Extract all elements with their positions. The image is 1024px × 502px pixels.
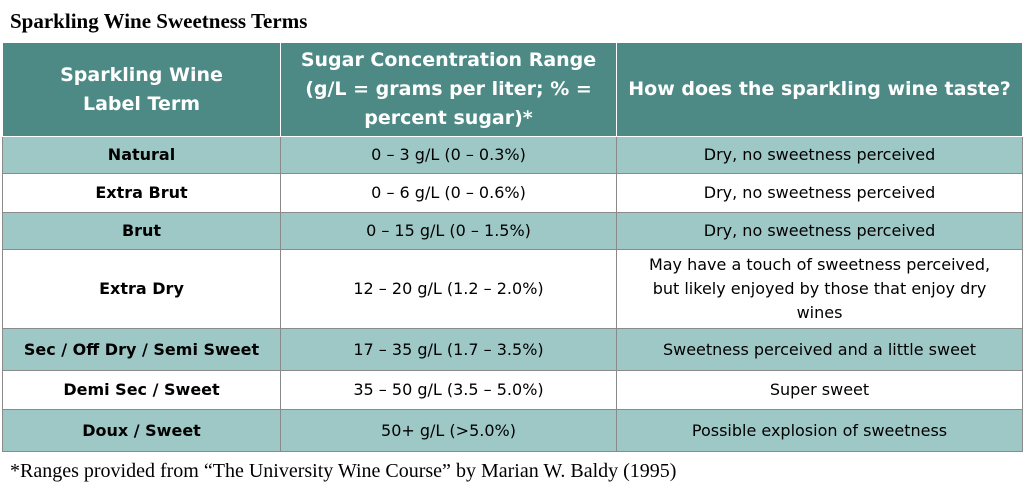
table-row: [3, 371, 1023, 410]
table-row: [3, 329, 1023, 371]
term-cell: Extra Brut: [3, 174, 281, 213]
table-header-row: [3, 43, 1023, 137]
table-row: [3, 410, 1023, 452]
range-cell: 50+ g/L (>5.0%): [281, 410, 617, 452]
range-cell: 0 – 3 g/L (0 – 0.3%): [281, 137, 617, 174]
header-sugar-range: Sugar Concentration Range (g/L = grams per liter; % = percent sugar)*: [281, 43, 617, 137]
table-row: [3, 174, 1023, 213]
term-cell: Doux / Sweet: [3, 410, 281, 452]
table-row: [3, 250, 1023, 329]
term-cell: Demi Sec / Sweet: [3, 371, 281, 410]
header-label-term: Sparkling Wine Label Term: [3, 43, 281, 137]
taste-cell: May have a touch of sweetness perceived, but likely enjoyed by those that enjoy dry wines: [617, 250, 1023, 329]
page-title: Sparkling Wine Sweetness Terms: [10, 9, 308, 33]
table-row: [3, 213, 1023, 250]
term-cell: Brut: [3, 213, 281, 250]
sweetness-table: [2, 42, 1023, 452]
range-cell: 35 – 50 g/L (3.5 – 5.0%): [281, 371, 617, 410]
range-cell: 0 – 6 g/L (0 – 0.6%): [281, 174, 617, 213]
term-cell: Natural: [3, 137, 281, 174]
range-cell: 17 – 35 g/L (1.7 – 3.5%): [281, 329, 617, 371]
header-taste: How does the sparkling wine taste?: [617, 43, 1023, 137]
taste-cell: Sweetness perceived and a little sweet: [617, 329, 1023, 371]
taste-cell: Dry, no sweetness perceived: [617, 174, 1023, 213]
range-cell: 12 – 20 g/L (1.2 – 2.0%): [281, 250, 617, 329]
footnote: *Ranges provided from “The University Wine Course” by Marian W. Baldy (1995): [10, 460, 677, 482]
term-cell: Extra Dry: [3, 250, 281, 329]
taste-cell: Dry, no sweetness perceived: [617, 213, 1023, 250]
taste-cell: Dry, no sweetness perceived: [617, 137, 1023, 174]
table-row: [3, 137, 1023, 174]
taste-cell: Possible explosion of sweetness: [617, 410, 1023, 452]
taste-cell: Super sweet: [617, 371, 1023, 410]
range-cell: 0 – 15 g/L (0 – 1.5%): [281, 213, 617, 250]
term-cell: Sec / Off Dry / Semi Sweet: [3, 329, 281, 371]
